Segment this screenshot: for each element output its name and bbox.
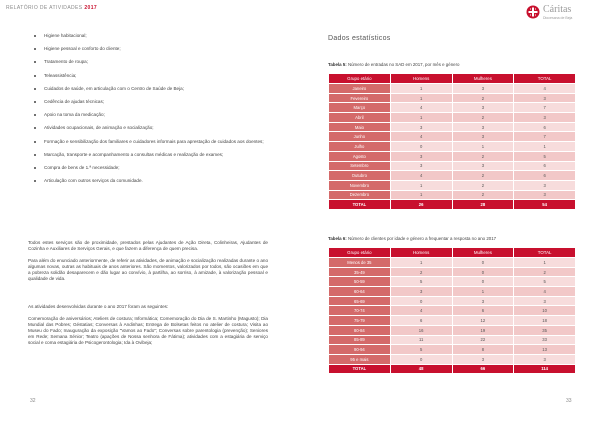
table6-caption-label: Tabela 6: xyxy=(328,236,347,241)
paragraph-activities-intro: As atividades desenvolvidas durante o ano 2017 foram as seguintes: xyxy=(28,304,169,309)
table-cell: 1 xyxy=(452,142,514,152)
table5-caption-text: Número de entradas no SAD em 2017, por mês e género xyxy=(346,62,460,67)
total-label: TOTAL xyxy=(329,200,391,210)
row-label: Abril xyxy=(329,113,391,123)
table-cell: 2 xyxy=(452,113,514,123)
row-label: 65-69 xyxy=(329,296,391,306)
total-label: TOTAL xyxy=(329,364,391,374)
paragraph-activities-list: Comemoração de aniversários; Ateliers de costura; Informática; Comemoração do Dia de S. Martinho (Magusto); Dia Mundial das Pobres; Géstatias; Conversas à Andinhas; Entrega de Bolsetas feitos no atelier de costura; Visita ao Museu do Fado; Inauguração da exposição "Vamos ao Fado"; Conversas sobre parentologia (prevenção); Seniores em Rede; Semana Sénior; Teatro (apações de Nossa senhora de Fátima); atividades com a estagiária de serviço social e coma estagiária de Psicogerontologia; Ida à Ovibeja; xyxy=(28,316,268,345)
table5-caption xyxy=(328,62,459,67)
table-row xyxy=(329,171,576,181)
table-row xyxy=(329,306,576,316)
table-cell: 5 xyxy=(390,345,452,355)
table-cell: 4 xyxy=(390,171,452,181)
row-label: 50-59 xyxy=(329,277,391,287)
table-row xyxy=(329,354,576,364)
table-cell: 3 xyxy=(390,287,452,297)
table-cell: 1 xyxy=(452,287,514,297)
table-cell: 0 xyxy=(452,258,514,268)
table-cell: 7 xyxy=(514,103,576,113)
table-total-row xyxy=(329,364,576,374)
table-row xyxy=(329,93,576,103)
row-label: 60-64 xyxy=(329,287,391,297)
table5-caption-label: Tabela 5: xyxy=(328,62,347,67)
page-number-left: 32 xyxy=(30,398,36,404)
table-cell: 22 xyxy=(452,335,514,345)
logo-subtitle: Diocesana de Beja xyxy=(543,16,573,20)
table-cell: 33 xyxy=(514,335,576,345)
table-cell: 3 xyxy=(514,354,576,364)
table-cell: 1 xyxy=(390,93,452,103)
table-row xyxy=(329,122,576,132)
table-cell: 16 xyxy=(390,325,452,335)
table-cell: 2 xyxy=(452,190,514,200)
page-number-right: 33 xyxy=(566,398,572,404)
table6-caption xyxy=(328,236,496,241)
column-header: Mulheres xyxy=(452,74,514,84)
table-cell: 0 xyxy=(390,354,452,364)
table-cell: 10 xyxy=(514,306,576,316)
table-row xyxy=(329,132,576,142)
row-label: 90-94 xyxy=(329,345,391,355)
bullet-item: Cedência de ajudas técnicas; xyxy=(30,99,280,105)
table-row xyxy=(329,335,576,345)
bullet-item: Teleassistência; xyxy=(30,73,280,79)
table-row xyxy=(329,316,576,326)
bullet-item: Cuidados de saúde, em articulação com o Centro de Saúde de Beja; xyxy=(30,86,280,92)
total-cell: 26 xyxy=(390,200,452,210)
table-cell: 5 xyxy=(390,277,452,287)
table-cell: 1 xyxy=(514,142,576,152)
row-label: Novembro xyxy=(329,180,391,190)
table-cell: 6 xyxy=(514,171,576,181)
table-cell: 18 xyxy=(514,316,576,326)
paragraph-services: Todos estes serviços são de proximidade, prestados pelas Ajudantes de Ação Direta, Colinheiras, Ajudantes de Cozinha e Auxiliares de Serviços Gerais, e que fazem a diferença de quem precisa. xyxy=(28,240,268,251)
row-label: Junho xyxy=(329,132,391,142)
table-cell: 3 xyxy=(452,161,514,171)
row-label: Agosto xyxy=(329,151,391,161)
row-label: 35-49 xyxy=(329,267,391,277)
table-cell: 2 xyxy=(452,151,514,161)
table-row xyxy=(329,258,576,268)
table-header-row xyxy=(329,248,576,258)
table-cell: 3 xyxy=(452,132,514,142)
bullet-item: Atividades ocupacionais, de animação e socialização; xyxy=(30,125,280,131)
total-cell: 48 xyxy=(390,364,452,374)
table-cell: 6 xyxy=(514,161,576,171)
table-cell: 0 xyxy=(390,142,452,152)
table-cell: 3 xyxy=(390,122,452,132)
row-label: Setembro xyxy=(329,161,391,171)
table-cell: 0 xyxy=(452,277,514,287)
table-cell: 5 xyxy=(514,151,576,161)
row-label: 70-74 xyxy=(329,306,391,316)
table-cell: 0 xyxy=(452,267,514,277)
total-cell: 28 xyxy=(452,200,514,210)
table-cell: 0 xyxy=(390,296,452,306)
table-cell: 3 xyxy=(514,190,576,200)
column-header: Mulheres xyxy=(452,248,514,258)
table-total-row xyxy=(329,200,576,210)
table-cell: 3 xyxy=(452,122,514,132)
bullet-item: Higiene habitacional; xyxy=(30,33,280,39)
table-cell: 6 xyxy=(390,316,452,326)
table-cell: 2 xyxy=(514,267,576,277)
table-cell: 3 xyxy=(452,84,514,94)
table-cell: 12 xyxy=(452,316,514,326)
row-label: Julho xyxy=(329,142,391,152)
table-cell: 4 xyxy=(514,84,576,94)
table-row xyxy=(329,151,576,161)
row-label: 95 e mais xyxy=(329,354,391,364)
column-header: TOTAL xyxy=(514,74,576,84)
column-header: TOTAL xyxy=(514,248,576,258)
table-cell: 3 xyxy=(390,151,452,161)
table5-entries-by-month xyxy=(328,73,576,210)
table-cell: 1 xyxy=(514,258,576,268)
table-cell: 6 xyxy=(452,306,514,316)
column-header: Homens xyxy=(390,74,452,84)
column-header: Grupo etário xyxy=(329,74,391,84)
row-label: Maio xyxy=(329,122,391,132)
table-cell: 13 xyxy=(514,345,576,355)
bullet-item: Compra de bens de 1.ª necessidade; xyxy=(30,165,280,171)
table-cell: 4 xyxy=(390,103,452,113)
row-label: 85-89 xyxy=(329,335,391,345)
table-row xyxy=(329,180,576,190)
services-bullet-list xyxy=(30,33,280,191)
section-title: Dados estatísticos xyxy=(328,35,391,42)
table-cell: 7 xyxy=(514,132,576,142)
table-cell: 1 xyxy=(390,258,452,268)
table-cell: 35 xyxy=(514,325,576,335)
table-cell: 3 xyxy=(452,354,514,364)
row-label: Março xyxy=(329,103,391,113)
paragraph-activities: Para além do enunciado anteriormente, de referir as atividades, de animação e socialização realizadas durante o ano algumas novas, outras as habituais de anos anteriores. São momentos, valorizados por todos, são ocasiões em que a pobreza solidão desaparecem e dão lugar ao convívio, à partilha, ao sorriso, à amizade, à valorização pessoal e qualidade de vida. xyxy=(28,258,268,281)
table6-caption-text: Número de clientes por idade e género a frequentar a resposta no ano 2017 xyxy=(346,236,497,241)
table-cell: 2 xyxy=(390,267,452,277)
total-cell: 66 xyxy=(452,364,514,374)
table-row xyxy=(329,345,576,355)
table-row xyxy=(329,267,576,277)
table-cell: 1 xyxy=(390,180,452,190)
table-cell: 1 xyxy=(390,190,452,200)
row-label: Outubro xyxy=(329,171,391,181)
bullet-item: Higiene pessoal e conforto do cliente; xyxy=(30,46,280,52)
row-label: 75-79 xyxy=(329,316,391,326)
bullet-item: Marcação, transporte e acompanhamento a consultas médicas e realização de exames; xyxy=(30,152,280,158)
row-label: Fevereiro xyxy=(329,93,391,103)
row-label: Janeiro xyxy=(329,84,391,94)
running-head-year: 2017 xyxy=(84,5,98,11)
column-header: Grupo etário xyxy=(329,248,391,258)
table-row xyxy=(329,161,576,171)
table-cell: 11 xyxy=(390,335,452,345)
table-cell: 1 xyxy=(390,113,452,123)
table-row xyxy=(329,287,576,297)
table-row xyxy=(329,142,576,152)
table-row xyxy=(329,190,576,200)
running-head-title: RELATÓRIO DE ATIVIDADES xyxy=(6,5,83,11)
table-row xyxy=(329,113,576,123)
table6-clients-by-age xyxy=(328,247,576,374)
table-cell: 2 xyxy=(452,93,514,103)
table-cell: 3 xyxy=(452,103,514,113)
row-label: 80-84 xyxy=(329,325,391,335)
table-row xyxy=(329,325,576,335)
table-row xyxy=(329,296,576,306)
right-page xyxy=(300,0,600,424)
bullet-item: Tratamento de roupa; xyxy=(30,59,280,65)
total-cell: 54 xyxy=(514,200,576,210)
table-header-row xyxy=(329,74,576,84)
table-cell: 4 xyxy=(390,132,452,142)
table-cell: 3 xyxy=(390,161,452,171)
table-cell: 6 xyxy=(514,122,576,132)
table-cell: 2 xyxy=(452,171,514,181)
bullet-item: Articulação com outros serviços da comunidade. xyxy=(30,178,280,184)
table-cell: 3 xyxy=(514,93,576,103)
row-label: Dezembro xyxy=(329,190,391,200)
table-cell: 19 xyxy=(452,325,514,335)
table-cell: 3 xyxy=(514,296,576,306)
total-cell: 114 xyxy=(514,364,576,374)
table-cell: 1 xyxy=(390,84,452,94)
table-row xyxy=(329,277,576,287)
bullet-item: Formação e sensibilização dos familiares e cuidadores informais para aprestação de cuidados aos doentes; xyxy=(30,139,280,145)
table-cell: 2 xyxy=(452,180,514,190)
table-row xyxy=(329,103,576,113)
bullet-item: Apoio na toma da medicação; xyxy=(30,112,280,118)
logo-name: Cáritas xyxy=(543,4,572,15)
table-cell: 4 xyxy=(514,287,576,297)
column-header: Homens xyxy=(390,248,452,258)
table-cell: 3 xyxy=(452,296,514,306)
table-cell: 3 xyxy=(514,180,576,190)
table-row xyxy=(329,84,576,94)
table-cell: 8 xyxy=(452,345,514,355)
row-label: Menos de 35 xyxy=(329,258,391,268)
table-cell: 3 xyxy=(514,113,576,123)
table-cell: 4 xyxy=(390,306,452,316)
table-cell: 5 xyxy=(514,277,576,287)
